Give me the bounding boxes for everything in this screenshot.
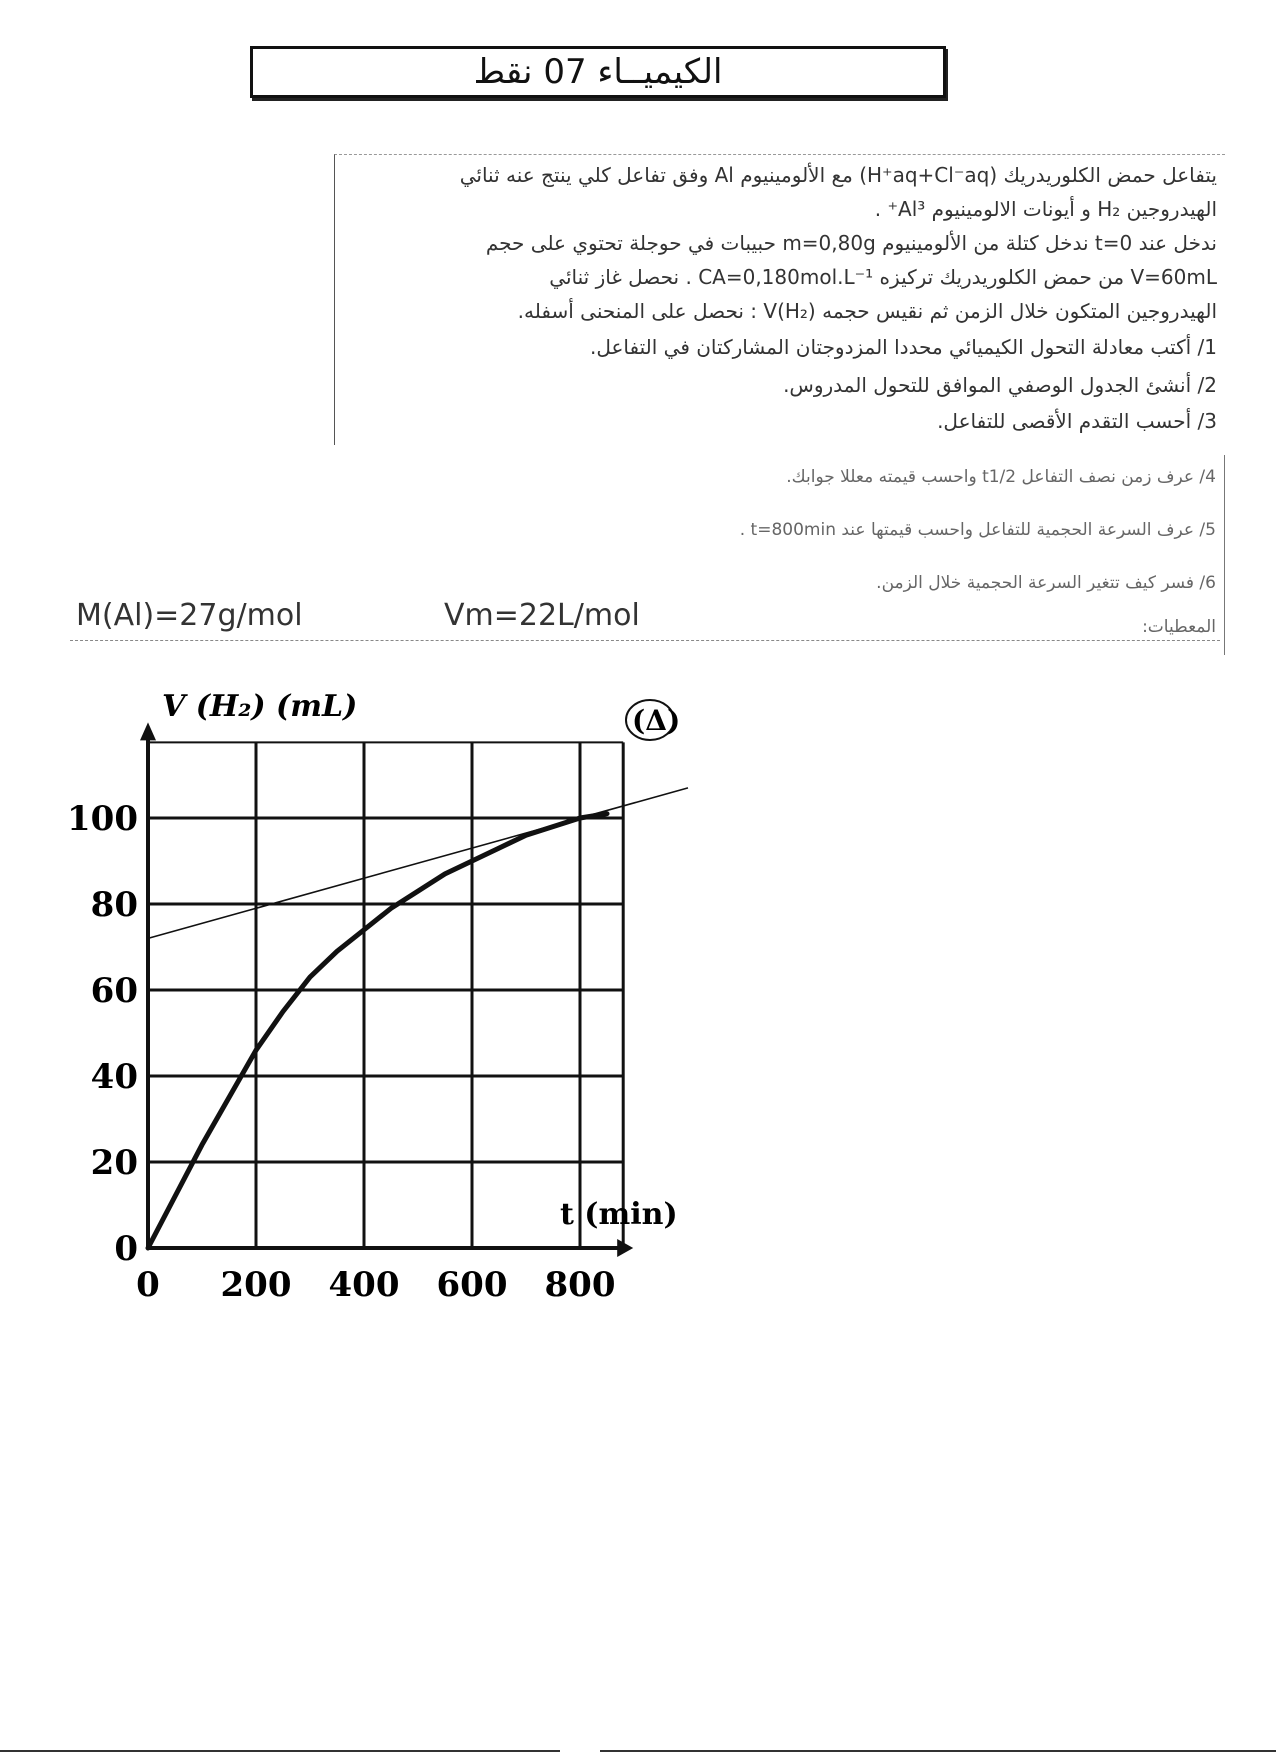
data-heading: المعطيات: (1142, 617, 1216, 637)
curve-point (282, 1010, 285, 1013)
chart-marks (147, 700, 689, 1250)
x-tick-label: 800 (544, 1265, 616, 1305)
curve-point (390, 907, 393, 910)
curve-point (552, 825, 555, 828)
exercise-faint-questions (600, 455, 1225, 655)
separator-line (70, 640, 1220, 641)
x-axis-label: t (min) (560, 1197, 678, 1232)
x-tick-label: 0 (136, 1265, 160, 1305)
x-tick-label: 600 (436, 1265, 508, 1305)
curve-point (255, 1049, 258, 1052)
y-axis-arrow (140, 722, 156, 740)
curve-point (525, 834, 528, 837)
y-tick-label: 20 (90, 1143, 138, 1183)
y-tick-label: 40 (90, 1057, 138, 1097)
curve-point (444, 872, 447, 875)
statement-line: الهيدروجين المتكون خلال الزمن ثم نقيس حجمه V(H₂) : نحصل على المنحنى أسفله. (517, 299, 1217, 323)
volume-curve (148, 814, 607, 1248)
bottom-rule-left (0, 1750, 560, 1752)
question-3: 3/ أحسب التقدم الأقصى للتفاعل. (937, 409, 1217, 433)
molar-mass: M(Al)=27g/mol (76, 598, 303, 633)
x-axis-arrow (617, 1239, 633, 1257)
curve-point (471, 860, 474, 863)
question-2: 2/ أنشئ الجدول الوصفي الموافق للتحول المدروس. (783, 373, 1217, 397)
curve-point (309, 976, 312, 979)
statement-line: يتفاعل حمض الكلوريدريك (H⁺aq+Cl⁻aq) مع الألومينيوم Al وفق تفاعل كلي ينتج عنه ثنائي (459, 163, 1217, 187)
curve-point (336, 950, 339, 953)
question-6: 6/ فسر كيف تتغير السرعة الحجمية خلال الزمن. (876, 573, 1216, 593)
curve-point (498, 847, 501, 850)
curve-point (417, 890, 420, 893)
statement-line: الهيدروجين H₂ و أيونات الالومينيوم Al³⁺ . (874, 197, 1217, 221)
curve-point (579, 817, 582, 820)
hydrogen-volume-chart (40, 668, 760, 1348)
question-1: 1/ أكتب معادلة التحول الكيميائي محددا المزدوجتان المشاركتان في التفاعل. (589, 335, 1217, 359)
question-5: 5/ عرف السرعة الحجمية للتفاعل واحسب قيمتها عند t=800min . (739, 520, 1216, 540)
x-tick-label: 200 (220, 1265, 292, 1305)
curve-point (228, 1096, 231, 1099)
bottom-rule-right (600, 1750, 1276, 1752)
exam-title: الكيميــاء 07 نقط (473, 52, 723, 92)
curve-point (201, 1143, 204, 1146)
curve-point (147, 1247, 150, 1250)
curve-point (363, 928, 366, 931)
molar-volume: Vm=22L/mol (444, 598, 640, 633)
statement-line: V=60mL من حمض الكلوريدريك تركيزه CA=0,180mol.L⁻¹ . نحصل غاز ثنائي (549, 265, 1217, 289)
x-tick-label: 400 (328, 1265, 400, 1305)
y-tick-label: 0 (114, 1229, 138, 1269)
y-axis-label: V (H₂) (mL) (162, 689, 358, 724)
curve-point (174, 1195, 177, 1198)
question-4: 4/ عرف زمن نصف التفاعل t1/2 واحسب قيمته معللا جوابك. (786, 467, 1216, 487)
curve-label: (Δ) (632, 704, 681, 737)
statement-line: ندخل عند t=0 ندخل كتلة من الألومينيوم m=0,80g حبيبات في حوجلة تحتوي على حجم (485, 231, 1217, 255)
y-tick-label: 100 (67, 799, 138, 839)
y-tick-label: 80 (90, 885, 138, 925)
exam-title-box (250, 46, 946, 98)
tangent-line (148, 788, 688, 939)
chart-grid (148, 742, 623, 1248)
y-tick-label: 60 (90, 971, 138, 1011)
curve-point (606, 812, 609, 815)
exercise-statement (334, 154, 1225, 445)
